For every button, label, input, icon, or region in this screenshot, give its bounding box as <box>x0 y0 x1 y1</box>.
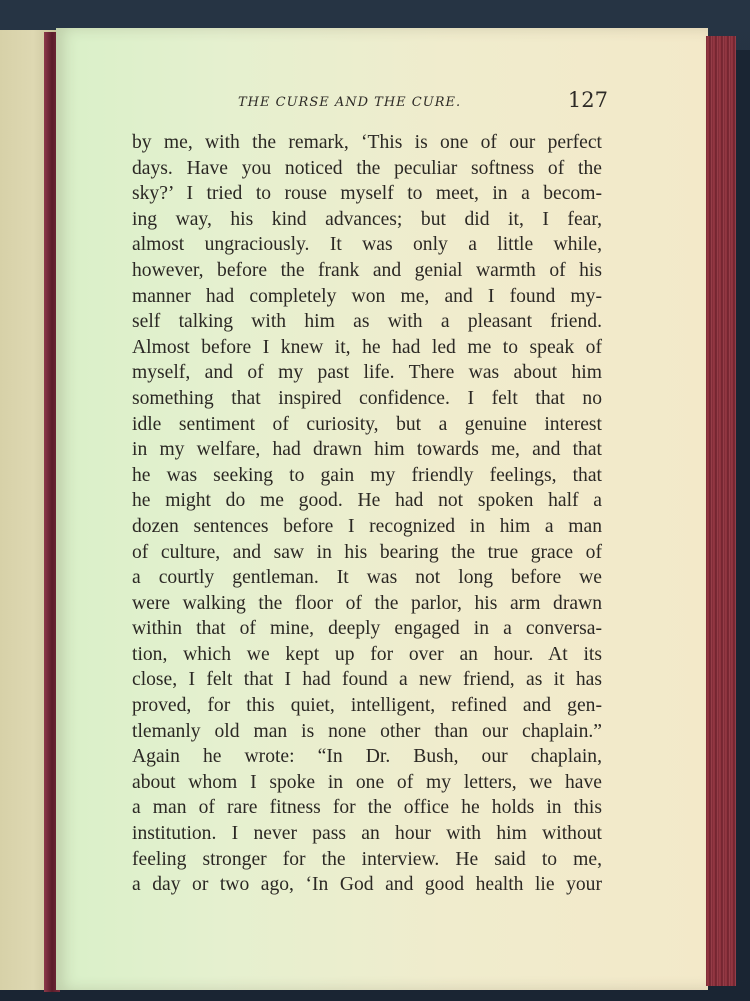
text-line: he might do me good. He had not spoken half a <box>132 490 602 512</box>
text-line: however, before the frank and genial warmth of his <box>132 259 602 281</box>
text-line: proved, for this quiet, intelligent, refined and gen- <box>132 695 602 717</box>
page-number: 127 <box>567 88 608 112</box>
page-header <box>138 88 608 118</box>
text-line: Again he wrote: “In Dr. Bush, our chaplain, <box>132 746 602 768</box>
text-line: self talking with him as with a pleasant friend. <box>132 311 602 333</box>
text-line: idle sentiment of curiosity, but a genuine interest <box>132 413 602 435</box>
text-line: of culture, and saw in his bearing the true grace of <box>132 541 602 563</box>
text-line: a courtly gentleman. It was not long before we <box>132 567 602 589</box>
background-strip <box>736 50 750 980</box>
text-line: tion, which we kept up for over an hour. At its <box>132 643 602 665</box>
text-line: about whom I spoke in one of my letters, we have <box>132 771 602 793</box>
text-line: almost ungraciously. It was only a little while, <box>132 234 602 256</box>
running-head: THE CURSE AND THE CURE. <box>238 95 462 110</box>
text-line: dozen sentences before I recognized in him a man <box>132 515 602 537</box>
text-line: a day or two ago, ‘In God and good health lie your <box>132 874 602 896</box>
text-line: myself, and of my past life. There was about him <box>132 362 602 384</box>
text-line: within that of mine, deeply engaged in a conversa- <box>132 618 602 640</box>
text-line: days. Have you noticed the peculiar softness of the <box>132 157 602 179</box>
text-line: a man of rare fitness for the office he holds in this <box>132 797 602 819</box>
page-block-edge <box>706 36 736 986</box>
body-text <box>132 130 602 898</box>
text-line: Almost before I knew it, he had led me to speak of <box>132 336 602 358</box>
text-line: by me, with the remark, ‘This is one of our perfect <box>132 132 602 153</box>
text-line: in my welfare, had drawn him towards me, and that <box>132 439 602 461</box>
text-line: he was seeking to gain my friendly feelings, that <box>132 464 602 486</box>
text-line: were walking the floor of the parlor, his arm drawn <box>132 592 602 614</box>
text-line: manner had completely won me, and I found my- <box>132 285 602 307</box>
text-line: institution. I never pass an hour with him without <box>132 823 602 845</box>
text-line: tlemanly old man is none other than our chaplain.” <box>132 720 602 742</box>
text-line: feeling stronger for the interview. He said to me, <box>132 848 602 870</box>
text-line: ing way, his kind advances; but did it, I fear, <box>132 208 602 230</box>
text-line: something that inspired confidence. I felt that no <box>132 387 602 409</box>
text-line: close, I felt that I had found a new friend, as it has <box>132 669 602 691</box>
text-line: sky?’ I tried to rouse myself to meet, in a becom- <box>132 183 602 205</box>
